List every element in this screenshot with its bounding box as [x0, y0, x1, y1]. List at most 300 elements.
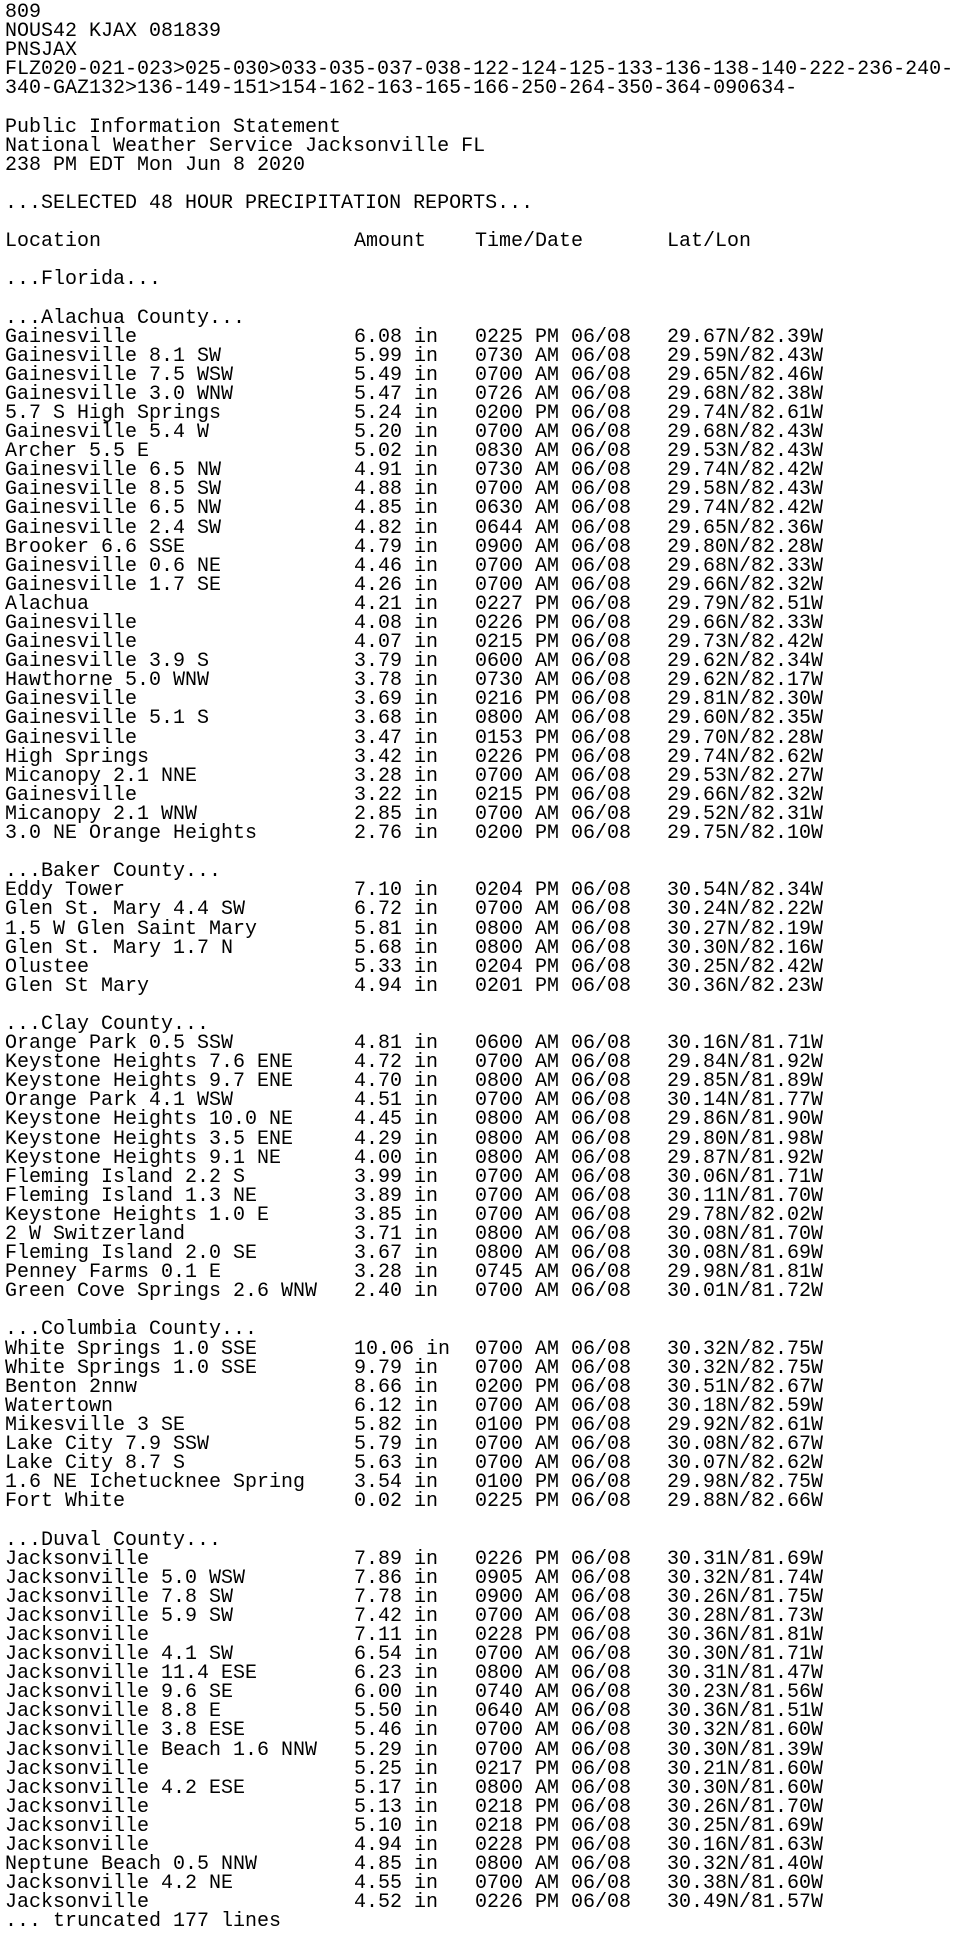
- cell-lat-lon: 30.30N/81.39W: [667, 1738, 824, 1762]
- county-heading: ...Clay County...: [5, 1012, 210, 1036]
- issuing-office: National Weather Service Jacksonville FL: [5, 134, 486, 158]
- cell-lat-lon: 30.26N/81.75W: [667, 1585, 824, 1609]
- cell-location: Orange Park 4.1 WSW: [5, 1089, 234, 1113]
- cell-time-date: 0600 AM 06/08: [475, 650, 632, 674]
- cell-location: Micanopy 2.1 WNW: [5, 802, 198, 826]
- cell-location: Jacksonville: [5, 1623, 150, 1647]
- cell-time-date: 0640 AM 06/08: [475, 1700, 632, 1724]
- cell-lat-lon: 29.80N/81.98W: [667, 1127, 824, 1151]
- cell-time-date: 0215 PM 06/08: [475, 631, 632, 655]
- cell-location: Gainesville 0.6 NE: [5, 554, 222, 578]
- cell-time-date: 0700 AM 06/08: [475, 1604, 632, 1628]
- cell-amount: 5.68 in: [354, 936, 439, 960]
- cell-time-date: 0900 AM 06/08: [475, 1585, 632, 1609]
- cell-amount: 3.28 in: [354, 1261, 439, 1285]
- cell-time-date: 0800 AM 06/08: [475, 1242, 632, 1266]
- cell-amount: 7.11 in: [354, 1623, 439, 1647]
- cell-lat-lon: 30.30N/81.60W: [667, 1776, 824, 1800]
- cell-lat-lon: 30.18N/82.59W: [667, 1394, 824, 1418]
- cell-lat-lon: 29.58N/82.43W: [667, 478, 824, 502]
- cell-amount: 3.79 in: [354, 650, 439, 674]
- county-sections: [5, 289, 953, 1915]
- cell-location: Gainesville: [5, 783, 138, 807]
- cell-lat-lon: 30.36N/81.51W: [667, 1700, 824, 1724]
- cell-lat-lon: 30.06N/81.71W: [667, 1165, 824, 1189]
- cell-time-date: 0700 AM 06/08: [475, 1719, 632, 1743]
- cell-lat-lon: 30.49N/81.57W: [667, 1891, 824, 1915]
- cell-amount: 3.28 in: [354, 764, 439, 788]
- cell-lat-lon: 29.68N/82.43W: [667, 421, 824, 445]
- report-row: [5, 344, 953, 368]
- cell-time-date: 0200 PM 06/08: [475, 401, 632, 425]
- cell-lat-lon: 29.79N/82.51W: [667, 592, 824, 616]
- cell-amount: 10.06 in: [354, 1337, 451, 1361]
- cell-location: Gainesville: [5, 325, 138, 349]
- cell-lat-lon: 30.32N/81.40W: [667, 1853, 824, 1877]
- cell-amount: 3.99 in: [354, 1165, 439, 1189]
- cell-time-date: 0644 AM 06/08: [475, 516, 632, 540]
- cell-lat-lon: 29.68N/82.38W: [667, 382, 824, 406]
- report-row: [5, 1776, 953, 1800]
- report-row: [5, 554, 953, 578]
- county-heading: ...Baker County...: [5, 860, 222, 884]
- cell-time-date: 0905 AM 06/08: [475, 1566, 632, 1590]
- cell-lat-lon: 29.68N/82.33W: [667, 554, 824, 578]
- cell-lat-lon: 30.25N/81.69W: [667, 1814, 824, 1838]
- cell-amount: 6.08 in: [354, 325, 439, 349]
- cell-lat-lon: 30.14N/81.77W: [667, 1089, 824, 1113]
- cell-location: Archer 5.5 E: [5, 440, 150, 464]
- cell-time-date: 0700 AM 06/08: [475, 1089, 632, 1113]
- cell-lat-lon: 29.66N/82.33W: [667, 612, 824, 635]
- cell-amount: 3.78 in: [354, 669, 439, 693]
- cell-lat-lon: 30.08N/81.69W: [667, 1242, 824, 1266]
- cell-amount: 4.70 in: [354, 1070, 439, 1094]
- cell-amount: 2.40 in: [354, 1280, 439, 1304]
- cell-time-date: 0204 PM 06/08: [475, 955, 632, 979]
- statement-title: Public Information Statement: [5, 115, 342, 139]
- cell-amount: 3.42 in: [354, 745, 439, 769]
- cell-lat-lon: 30.16N/81.71W: [667, 1032, 824, 1056]
- report-row: [5, 1547, 953, 1571]
- report-row: [5, 1566, 953, 1590]
- cell-time-date: 0700 AM 06/08: [475, 764, 632, 788]
- cell-amount: 5.13 in: [354, 1795, 439, 1819]
- cell-lat-lon: 30.36N/81.81W: [667, 1623, 824, 1647]
- cell-lat-lon: 29.81N/82.30W: [667, 688, 824, 712]
- report-row: [5, 1719, 953, 1743]
- report-row: [5, 822, 953, 846]
- cell-amount: 5.63 in: [354, 1452, 439, 1476]
- header-line: FLZ020-021-023>025-030>033-035-037-038-122-124-125-133-136-138-140-222-236-240-: [5, 58, 954, 82]
- cell-location: Gainesville 5.4 W: [5, 421, 210, 445]
- cell-amount: 3.67 in: [354, 1242, 439, 1266]
- cell-lat-lon: 29.85N/81.89W: [667, 1070, 824, 1094]
- cell-time-date: 0800 AM 06/08: [475, 1108, 632, 1132]
- county-heading: ...Duval County...: [5, 1528, 222, 1552]
- cell-time-date: 0700 AM 06/08: [475, 573, 632, 597]
- report-row: [5, 1356, 953, 1380]
- cell-lat-lon: 30.01N/81.72W: [667, 1280, 824, 1304]
- cell-amount: 7.86 in: [354, 1566, 439, 1590]
- cell-location: Gainesville 8.5 SW: [5, 478, 222, 502]
- header-line: PNSJAX: [5, 39, 78, 63]
- report-row: [5, 1738, 953, 1762]
- column-header-location: Location: [5, 230, 102, 254]
- cell-location: Keystone Heights 9.7 ENE: [5, 1070, 294, 1094]
- header-line: 340-GAZ132>136-149-151>154-162-163-165-166-250-264-350-364-090634-: [5, 77, 798, 101]
- cell-location: Gainesville: [5, 726, 138, 750]
- cell-time-date: 0218 PM 06/08: [475, 1814, 632, 1838]
- cell-amount: 4.85 in: [354, 497, 439, 521]
- cell-location: 3.0 NE Orange Heights: [5, 822, 258, 846]
- cell-time-date: 0218 PM 06/08: [475, 1795, 632, 1819]
- cell-amount: 3.22 in: [354, 783, 439, 807]
- cell-amount: 4.51 in: [354, 1089, 439, 1113]
- cell-time-date: 0730 AM 06/08: [475, 459, 632, 483]
- cell-time-date: 0800 AM 06/08: [475, 1662, 632, 1686]
- cell-lat-lon: 29.84N/81.92W: [667, 1051, 824, 1075]
- cell-lat-lon: 30.32N/82.75W: [667, 1337, 824, 1361]
- cell-amount: 3.71 in: [354, 1223, 439, 1246]
- cell-lat-lon: 30.21N/81.60W: [667, 1757, 824, 1781]
- cell-location: 1.6 NE Ichetucknee Spring: [5, 1471, 306, 1495]
- cell-lat-lon: 29.74N/82.61W: [667, 401, 824, 425]
- cell-time-date: 0700 AM 06/08: [475, 478, 632, 502]
- cell-location: Neptune Beach 0.5 NNW: [5, 1853, 258, 1877]
- cell-time-date: 0228 PM 06/08: [475, 1623, 632, 1647]
- cell-lat-lon: 29.67N/82.39W: [667, 325, 824, 349]
- cell-time-date: 0830 AM 06/08: [475, 440, 632, 464]
- cell-time-date: 0226 PM 06/08: [475, 745, 632, 769]
- cell-location: Jacksonville 9.6 SE: [5, 1681, 234, 1705]
- cell-amount: 2.85 in: [354, 802, 439, 826]
- cell-location: Brooker 6.6 SSE: [5, 535, 186, 559]
- cell-amount: 5.46 in: [354, 1719, 439, 1743]
- cell-amount: 4.00 in: [354, 1146, 439, 1170]
- cell-location: Gainesville 1.7 SE: [5, 573, 222, 597]
- cell-time-date: 0740 AM 06/08: [475, 1681, 632, 1705]
- cell-amount: 4.91 in: [354, 459, 439, 483]
- cell-lat-lon: 30.31N/81.47W: [667, 1662, 824, 1686]
- cell-location: 5.7 S High Springs: [5, 401, 222, 425]
- cell-time-date: 0800 AM 06/08: [475, 917, 632, 941]
- cell-lat-lon: 29.66N/82.32W: [667, 573, 824, 597]
- cell-time-date: 0700 AM 06/08: [475, 1643, 632, 1667]
- cell-amount: 5.20 in: [354, 421, 439, 445]
- report-row: [5, 1337, 953, 1361]
- cell-amount: 5.10 in: [354, 1814, 439, 1838]
- cell-lat-lon: 30.32N/81.74W: [667, 1566, 824, 1590]
- cell-lat-lon: 29.74N/82.42W: [667, 459, 824, 483]
- cell-lat-lon: 30.25N/82.42W: [667, 955, 824, 979]
- cell-lat-lon: 29.53N/82.43W: [667, 440, 824, 464]
- cell-time-date: 0730 AM 06/08: [475, 669, 632, 693]
- cell-location: Jacksonville: [5, 1757, 150, 1781]
- cell-amount: 3.47 in: [354, 726, 439, 750]
- cell-location: White Springs 1.0 SSE: [5, 1356, 258, 1380]
- cell-location: Gainesville: [5, 631, 138, 655]
- cell-time-date: 0800 AM 06/08: [475, 1070, 632, 1094]
- report-row: [5, 1585, 953, 1609]
- cell-location: Keystone Heights 7.6 ENE: [5, 1051, 294, 1075]
- column-header-time-date: Time/Date: [475, 230, 584, 254]
- cell-location: Jacksonville: [5, 1834, 150, 1857]
- cell-lat-lon: 29.62N/82.17W: [667, 669, 824, 693]
- cell-time-date: 0700 AM 06/08: [475, 802, 632, 826]
- cell-time-date: 0800 AM 06/08: [475, 1776, 632, 1800]
- cell-location: Benton 2nnw: [5, 1375, 138, 1399]
- cell-time-date: 0100 PM 06/08: [475, 1471, 632, 1495]
- cell-amount: 4.52 in: [354, 1891, 439, 1915]
- issue-time: 238 PM EDT Mon Jun 8 2020: [5, 153, 306, 177]
- cell-amount: 3.89 in: [354, 1184, 439, 1208]
- cell-time-date: 0700 AM 06/08: [475, 1280, 632, 1304]
- report-row: [5, 1280, 953, 1304]
- cell-time-date: 0800 AM 06/08: [475, 707, 632, 731]
- report-row: [5, 1375, 953, 1399]
- report-row: [5, 745, 953, 769]
- cell-lat-lon: 30.08N/82.67W: [667, 1433, 824, 1457]
- cell-amount: 5.47 in: [354, 382, 439, 406]
- cell-lat-lon: 29.75N/82.10W: [667, 822, 824, 846]
- cell-time-date: 0700 AM 06/08: [475, 1356, 632, 1380]
- cell-location: Jacksonville: [5, 1795, 150, 1819]
- report-row: [5, 764, 953, 788]
- cell-location: Olustee: [5, 955, 90, 979]
- cell-time-date: 0726 AM 06/08: [475, 382, 632, 406]
- report-row: [5, 726, 953, 750]
- cell-time-date: 0227 PM 06/08: [475, 592, 632, 616]
- cell-location: Gainesville: [5, 688, 138, 712]
- report-row: [5, 535, 953, 559]
- cell-lat-lon: 29.87N/81.92W: [667, 1146, 824, 1170]
- cell-location: Keystone Heights 10.0 NE: [5, 1108, 294, 1132]
- cell-lat-lon: 30.32N/82.75W: [667, 1356, 824, 1380]
- report-row: [5, 1127, 953, 1151]
- cell-time-date: 0700 AM 06/08: [475, 1433, 632, 1457]
- cell-location: Gainesville 8.1 SW: [5, 344, 222, 368]
- cell-amount: 4.79 in: [354, 535, 439, 559]
- cell-amount: 3.54 in: [354, 1471, 439, 1495]
- cell-lat-lon: 29.62N/82.34W: [667, 650, 824, 674]
- cell-location: 1.5 W Glen Saint Mary: [5, 917, 258, 941]
- cell-location: Jacksonville: [5, 1891, 150, 1915]
- cell-time-date: 0215 PM 06/08: [475, 783, 632, 807]
- cell-time-date: 0700 AM 06/08: [475, 1165, 632, 1189]
- cell-time-date: 0226 PM 06/08: [475, 1891, 632, 1915]
- cell-time-date: 0217 PM 06/08: [475, 1757, 632, 1781]
- cell-amount: 7.42 in: [354, 1604, 439, 1628]
- cell-time-date: 0800 AM 06/08: [475, 1146, 632, 1170]
- cell-location: Jacksonville: [5, 1814, 150, 1838]
- cell-amount: 4.88 in: [354, 478, 439, 502]
- cell-location: Jacksonville 7.8 SW: [5, 1585, 234, 1609]
- cell-time-date: 0226 PM 06/08: [475, 1547, 632, 1571]
- cell-time-date: 0700 AM 06/08: [475, 1452, 632, 1476]
- cell-time-date: 0228 PM 06/08: [475, 1834, 632, 1857]
- cell-location: Keystone Heights 3.5 ENE: [5, 1127, 294, 1151]
- product-header: [5, 1, 954, 101]
- cell-amount: 5.79 in: [354, 1433, 439, 1457]
- report-row: [5, 363, 953, 387]
- cell-time-date: 0800 AM 06/08: [475, 1223, 632, 1246]
- cell-time-date: 0200 PM 06/08: [475, 1375, 632, 1399]
- cell-location: Lake City 8.7 S: [5, 1452, 186, 1476]
- cell-location: Gainesville: [5, 612, 138, 635]
- cell-amount: 3.69 in: [354, 688, 439, 712]
- cell-amount: 7.10 in: [354, 879, 439, 903]
- cell-time-date: 0225 PM 06/08: [475, 325, 632, 349]
- cell-amount: 5.24 in: [354, 401, 439, 425]
- county-heading: ...Alachua County...: [5, 306, 246, 330]
- cell-amount: 5.17 in: [354, 1776, 439, 1800]
- cell-amount: 7.78 in: [354, 1585, 439, 1609]
- cell-lat-lon: 29.88N/82.66W: [667, 1490, 824, 1514]
- cell-lat-lon: 30.28N/81.73W: [667, 1604, 824, 1628]
- cell-amount: 4.26 in: [354, 573, 439, 597]
- cell-amount: 4.72 in: [354, 1051, 439, 1075]
- report-row: [5, 1108, 953, 1132]
- cell-amount: 4.94 in: [354, 1834, 439, 1857]
- cell-amount: 4.21 in: [354, 592, 439, 616]
- cell-amount: 9.79 in: [354, 1356, 439, 1380]
- cell-location: Hawthorne 5.0 WNW: [5, 669, 210, 693]
- cell-lat-lon: 30.31N/81.69W: [667, 1547, 824, 1571]
- cell-location: Jacksonville 5.0 WSW: [5, 1566, 246, 1590]
- cell-time-date: 0700 AM 06/08: [475, 1184, 632, 1208]
- cell-lat-lon: 30.38N/81.60W: [667, 1872, 824, 1896]
- report-row: [5, 516, 953, 540]
- cell-amount: 4.07 in: [354, 631, 439, 655]
- cell-time-date: 0700 AM 06/08: [475, 898, 632, 922]
- report-row: [5, 497, 953, 521]
- cell-amount: 6.72 in: [354, 898, 439, 922]
- cell-amount: 5.49 in: [354, 363, 439, 387]
- cell-location: Gainesville 3.9 S: [5, 650, 210, 674]
- cell-time-date: 0216 PM 06/08: [475, 688, 632, 712]
- cell-location: Jacksonville 8.8 E: [5, 1700, 222, 1724]
- report-row: [5, 1165, 953, 1189]
- cell-location: Alachua: [5, 592, 90, 616]
- report-row: [5, 955, 953, 979]
- cell-amount: 3.68 in: [354, 707, 439, 731]
- cell-lat-lon: 30.07N/82.62W: [667, 1452, 824, 1476]
- cell-location: Lake City 7.9 SSW: [5, 1433, 210, 1457]
- cell-amount: 8.66 in: [354, 1375, 439, 1399]
- cell-time-date: 0700 AM 06/08: [475, 421, 632, 445]
- cell-amount: 5.82 in: [354, 1413, 439, 1437]
- cell-lat-lon: 29.98N/82.75W: [667, 1471, 824, 1495]
- cell-lat-lon: 29.65N/82.46W: [667, 363, 824, 387]
- cell-location: Glen St Mary: [5, 974, 150, 998]
- cell-lat-lon: 29.66N/82.32W: [667, 783, 824, 807]
- cell-location: Micanopy 2.1 NNE: [5, 764, 198, 788]
- precipitation-statement: [5, 3, 953, 1931]
- cell-time-date: 0800 AM 06/08: [475, 1853, 632, 1877]
- cell-lat-lon: 30.30N/82.16W: [667, 936, 824, 960]
- cell-lat-lon: 29.53N/82.27W: [667, 764, 824, 788]
- cell-time-date: 0700 AM 06/08: [475, 1051, 632, 1075]
- cell-amount: 4.55 in: [354, 1872, 439, 1896]
- cell-location: Jacksonville 5.9 SW: [5, 1604, 234, 1628]
- cell-location: Keystone Heights 1.0 E: [5, 1203, 270, 1227]
- cell-time-date: 0700 AM 06/08: [475, 1872, 632, 1896]
- cell-location: Gainesville 5.1 S: [5, 707, 210, 731]
- cell-amount: 4.45 in: [354, 1108, 439, 1132]
- cell-location: Green Cove Springs 2.6 WNW: [5, 1280, 318, 1304]
- cell-location: Fleming Island 2.0 SE: [5, 1242, 258, 1266]
- county-section: [5, 289, 953, 846]
- report-row: [5, 917, 953, 941]
- county-section: [5, 1511, 953, 1915]
- cell-lat-lon: 29.59N/82.43W: [667, 344, 824, 368]
- report-row: [5, 936, 953, 960]
- cell-time-date: 0225 PM 06/08: [475, 1490, 632, 1514]
- report-row: [5, 1757, 953, 1781]
- cell-lat-lon: 29.80N/82.28W: [667, 535, 824, 559]
- cell-amount: 5.33 in: [354, 955, 439, 979]
- cell-amount: 5.50 in: [354, 1700, 439, 1724]
- cell-amount: 7.89 in: [354, 1547, 439, 1571]
- cell-lat-lon: 29.98N/81.81W: [667, 1261, 824, 1285]
- column-header-lat-lon: Lat/Lon: [667, 230, 752, 254]
- cell-time-date: 0100 PM 06/08: [475, 1413, 632, 1437]
- cell-location: Jacksonville 4.2 NE: [5, 1872, 234, 1896]
- header-line: NOUS42 KJAX 081839: [5, 20, 222, 44]
- cell-amount: 6.54 in: [354, 1643, 439, 1667]
- cell-time-date: 0700 AM 06/08: [475, 554, 632, 578]
- cell-amount: 6.00 in: [354, 1681, 439, 1705]
- cell-amount: 4.29 in: [354, 1127, 439, 1151]
- cell-time-date: 0700 AM 06/08: [475, 1203, 632, 1227]
- cell-time-date: 0201 PM 06/08: [475, 974, 632, 998]
- cell-amount: 5.29 in: [354, 1738, 439, 1762]
- cell-time-date: 0730 AM 06/08: [475, 344, 632, 368]
- cell-time-date: 0153 PM 06/08: [475, 726, 632, 750]
- cell-lat-lon: 30.51N/82.67W: [667, 1375, 824, 1399]
- county-section: [5, 843, 953, 996]
- cell-location: Keystone Heights 9.1 NE: [5, 1146, 282, 1170]
- county-heading: ...Columbia County...: [5, 1318, 258, 1342]
- cell-location: Fleming Island 1.3 NE: [5, 1184, 258, 1208]
- cell-location: Gainesville 3.0 WNW: [5, 382, 234, 406]
- cell-amount: 4.08 in: [354, 612, 439, 635]
- cell-amount: 4.94 in: [354, 974, 439, 998]
- cell-time-date: 0600 AM 06/08: [475, 1032, 632, 1056]
- cell-amount: 4.82 in: [354, 516, 439, 540]
- cell-amount: 5.02 in: [354, 440, 439, 464]
- cell-location: Eddy Tower: [5, 879, 126, 903]
- cell-location: Gainesville 2.4 SW: [5, 516, 222, 540]
- header-line: 809: [5, 1, 42, 24]
- cell-amount: 6.12 in: [354, 1394, 439, 1418]
- cell-lat-lon: 29.70N/82.28W: [667, 726, 824, 750]
- cell-time-date: 0204 PM 06/08: [475, 879, 632, 903]
- cell-amount: 3.85 in: [354, 1203, 439, 1227]
- cell-time-date: 0900 AM 06/08: [475, 535, 632, 559]
- cell-time-date: 0800 AM 06/08: [475, 1127, 632, 1151]
- report-row: [5, 1891, 953, 1915]
- cell-location: High Springs: [5, 745, 150, 769]
- cell-time-date: 0700 AM 06/08: [475, 363, 632, 387]
- cell-amount: 4.81 in: [354, 1032, 439, 1056]
- cell-lat-lon: 30.08N/81.70W: [667, 1223, 824, 1246]
- cell-lat-lon: 29.60N/82.35W: [667, 707, 824, 731]
- cell-amount: 0.02 in: [354, 1490, 439, 1514]
- cell-lat-lon: 29.65N/82.36W: [667, 516, 824, 540]
- cell-location: 2 W Switzerland: [5, 1223, 186, 1246]
